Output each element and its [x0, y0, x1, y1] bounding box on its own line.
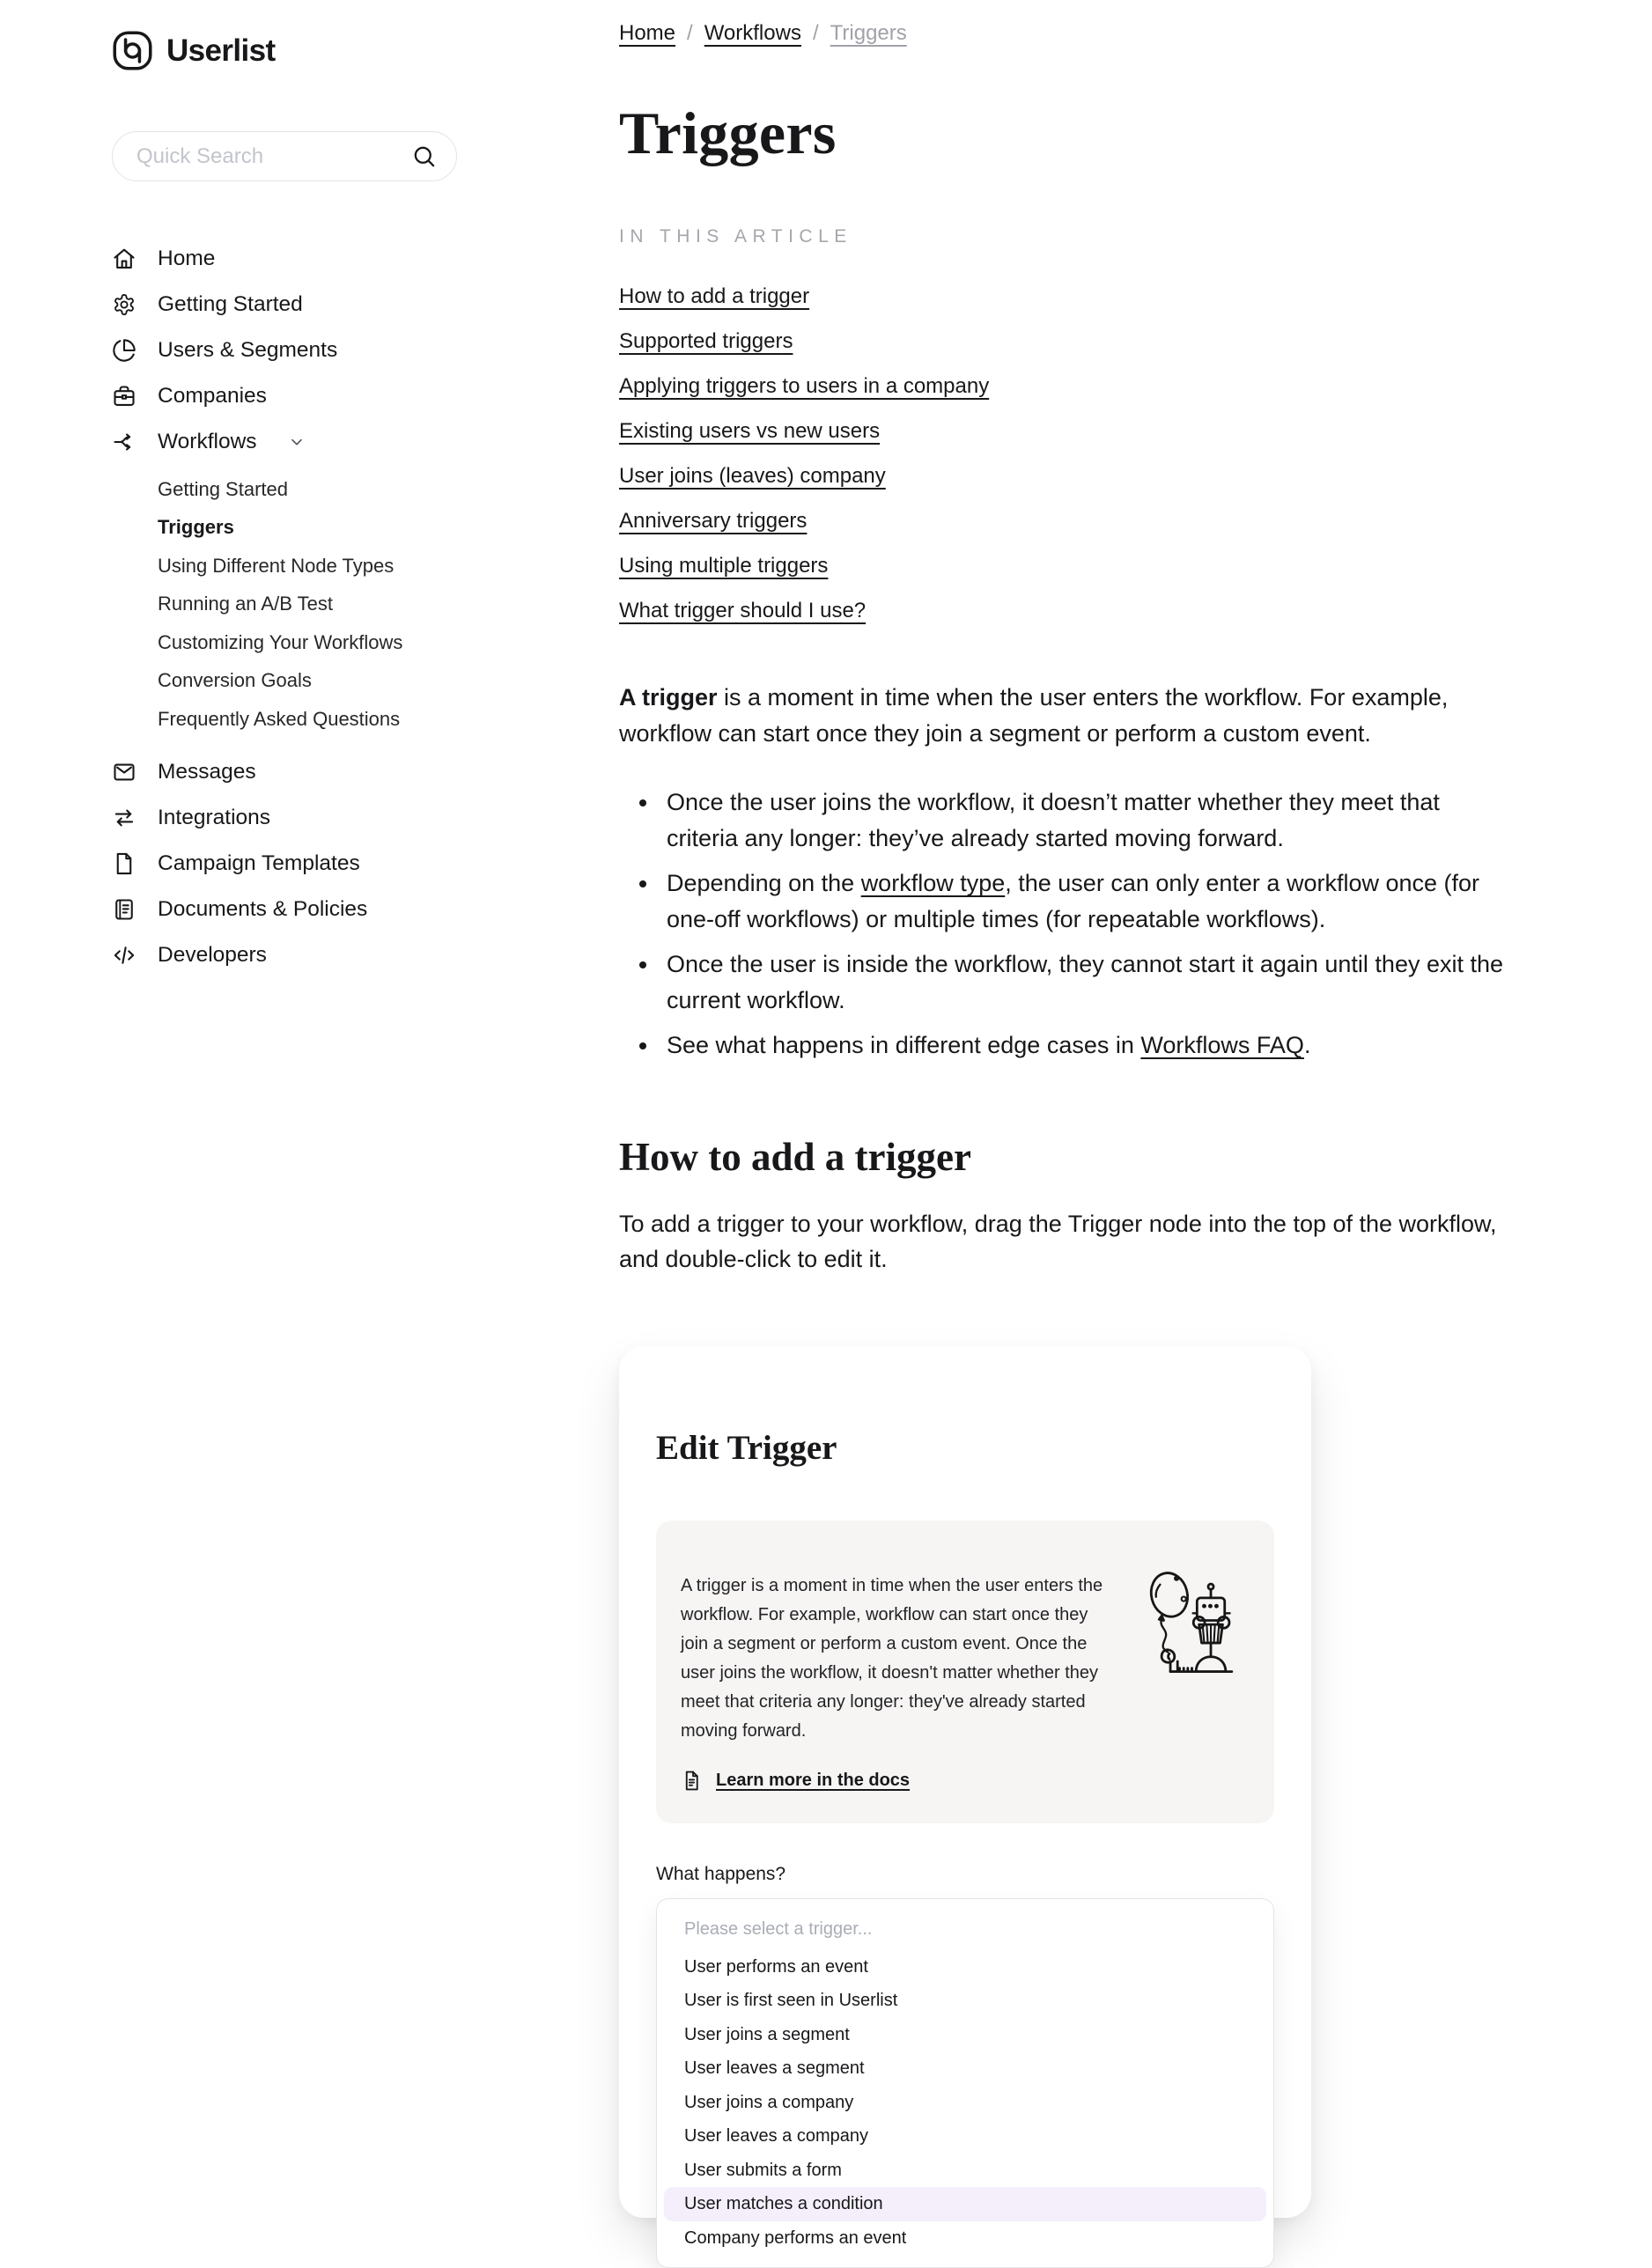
toc-link-existing-users-vs-new-users[interactable]: Existing users vs new users	[619, 419, 881, 444]
section-heading: How to add a trigger	[619, 1134, 971, 1179]
trigger-option-user-leaves-a-company[interactable]: User leaves a company	[684, 2126, 868, 2146]
search-box	[112, 131, 457, 181]
sidebar-subitem-conversion-goals[interactable]: Conversion Goals	[158, 669, 312, 692]
breadcrumb-triggers: Triggers	[830, 21, 907, 45]
bullet-text: See what happens in different edge cases in	[667, 1032, 1141, 1059]
sidebar-item-label: Messages	[158, 759, 256, 784]
sidebar-subitem-using-different-node-types[interactable]: Using Different Node Types	[158, 554, 395, 577]
sidebar-item-users-segments[interactable]	[112, 328, 337, 373]
toc-link-supported-triggers[interactable]: Supported triggers	[619, 329, 793, 354]
trigger-option-user-joins-a-segment[interactable]: User joins a segment	[684, 2024, 850, 2044]
sidebar-item-workflows[interactable]	[112, 419, 306, 465]
toc-link-anniversary-triggers[interactable]: Anniversary triggers	[619, 509, 808, 534]
sidebar-nav-bottom	[112, 749, 581, 978]
trigger-option-user-leaves-a-segment[interactable]: User leaves a segment	[684, 2058, 865, 2079]
trigger-option-user-performs-an-event[interactable]: User performs an event	[684, 1956, 868, 1977]
book-icon	[112, 897, 136, 922]
trigger-option-user-joins-a-company[interactable]: User joins a company	[684, 2092, 854, 2112]
envelope-icon	[112, 760, 136, 784]
page-title: Triggers	[619, 99, 837, 166]
sidebar-item-integrations[interactable]	[112, 795, 270, 841]
edit-trigger-card	[619, 1346, 1311, 2248]
toc-link-user-joins-leaves-company[interactable]: User joins (leaves) company	[619, 464, 886, 489]
bullet-text: Depending on the	[667, 870, 861, 897]
bullet-text: .	[1303, 1032, 1311, 1059]
sidebar-item-label: Integrations	[158, 805, 271, 829]
sidebar-subitem-triggers[interactable]: Triggers	[158, 516, 234, 539]
brand-logo[interactable]	[112, 30, 276, 71]
trigger-option-user-is-first-seen-in-userlist[interactable]: User is first seen in Userlist	[684, 1991, 898, 2011]
breadcrumb-home[interactable]: Home	[619, 21, 676, 45]
edit-trigger-title: Edit Trigger	[656, 1428, 837, 1467]
sidebar-item-label: Workflows	[158, 430, 257, 453]
trigger-select-listbox	[656, 1898, 1274, 2268]
sidebar-item-label: Companies	[158, 384, 267, 408]
document-icon	[681, 1770, 703, 1792]
trigger-info-text: A trigger is a moment in time when the user enters the workflow. For example, workflow can start once they join a segment or perform a custom event. Once the user joins the workflow, it doesn't matter whether they meet that criteria any longer: they've already started moving forward.	[681, 1575, 1103, 1741]
search-input[interactable]	[112, 131, 457, 181]
sidebar-item-companies[interactable]	[112, 373, 267, 419]
breadcrumb	[619, 21, 1517, 46]
sidebar	[0, 0, 581, 978]
sidebar-item-label: Developers	[158, 942, 267, 967]
bullet-text: , the user can only enter a workflow once (for one-off workflows) or multiple times (for repeatable workflows).	[667, 870, 1480, 932]
inline-link-workflows-faq[interactable]: Workflows FAQ	[1140, 1032, 1304, 1059]
sidebar-item-label: Home	[158, 247, 216, 270]
sidebar-item-label: Getting Started	[158, 292, 303, 316]
sidebar-workflows-subnav	[158, 470, 581, 739]
home-icon	[112, 247, 136, 271]
breadcrumb-separator: /	[687, 21, 693, 45]
sidebar-item-messages[interactable]	[112, 749, 256, 795]
trigger-select-placeholder[interactable]: Please select a trigger...	[684, 1919, 873, 1940]
toc-heading: IN THIS ARTICLE	[619, 226, 852, 247]
intro-bullet-3	[660, 946, 1517, 1018]
toc-link-what-trigger-should-i-use[interactable]: What trigger should I use?	[619, 599, 867, 623]
what-happens-label: What happens?	[656, 1863, 786, 1884]
sidebar-item-getting-started[interactable]	[112, 282, 303, 328]
sidebar-subitem-running-an-a-b-test[interactable]: Running an A/B Test	[158, 593, 333, 615]
sidebar-subitem-getting-started[interactable]: Getting Started	[158, 477, 288, 500]
page-icon	[112, 851, 136, 876]
code-icon	[112, 943, 136, 968]
brand-name: Userlist	[166, 33, 276, 68]
intro-bullet-2	[660, 865, 1517, 937]
learn-more-docs-link[interactable]: Learn more in the docs	[716, 1770, 911, 1790]
trigger-option-user-matches-a-condition[interactable]: User matches a condition	[664, 2187, 1266, 2221]
sidebar-subitem-customizing-your-workflows[interactable]: Customizing Your Workflows	[158, 630, 403, 653]
bullet-text: Once the user joins the workflow, it doesn’t matter whether they meet that criteria any longer: they’ve already started moving forward.	[667, 789, 1440, 851]
sidebar-subitem-frequently-asked-questions[interactable]: Frequently Asked Questions	[158, 707, 401, 730]
breadcrumb-workflows[interactable]: Workflows	[704, 21, 801, 45]
intro-bold-term: A trigger	[619, 684, 718, 711]
toc-link-using-multiple-triggers[interactable]: Using multiple triggers	[619, 554, 829, 578]
sidebar-item-documents-policies[interactable]	[112, 887, 367, 932]
trigger-option-user-submits-a-form[interactable]: User submits a form	[684, 2160, 842, 2180]
bullet-text: Once the user is inside the workflow, they cannot start it again until they exit the current workflow.	[667, 951, 1504, 1013]
inline-link-workflow-type[interactable]: workflow type	[860, 870, 1006, 897]
pie-icon	[112, 338, 136, 363]
gear-icon	[112, 292, 136, 317]
sidebar-item-home[interactable]	[112, 236, 215, 282]
intro-bullet-4	[660, 1027, 1517, 1064]
search-icon[interactable]	[411, 144, 437, 169]
userlist-logo-icon	[112, 30, 153, 71]
workflow-icon	[112, 430, 136, 454]
sidebar-item-developers[interactable]	[112, 932, 267, 978]
intro-bullet-list	[619, 784, 1517, 1064]
robot-balloon-illustration	[1139, 1561, 1251, 1686]
arrows-icon	[112, 806, 136, 830]
toc-link-applying-triggers-to-users-in-a-company[interactable]: Applying triggers to users in a company	[619, 374, 990, 399]
sidebar-item-label: Campaign Templates	[158, 850, 360, 875]
breadcrumb-separator: /	[812, 21, 819, 45]
chevron-down-icon	[288, 433, 306, 451]
sidebar-item-campaign-templates[interactable]	[112, 841, 360, 887]
section-paragraph: To add a trigger to your workflow, drag the Trigger node into the top of the workflow, and double-click to edit it.	[619, 1210, 1497, 1273]
docs-link-row	[681, 1770, 1250, 1792]
toc-link-how-to-add-a-trigger[interactable]: How to add a trigger	[619, 284, 810, 309]
sidebar-item-label: Documents & Policies	[158, 896, 368, 921]
sidebar-item-label: Users & Segments	[158, 338, 338, 362]
intro-bullet-1	[660, 784, 1517, 856]
sidebar-nav-top	[112, 236, 581, 465]
toc-list	[619, 284, 1517, 623]
intro-paragraph: A trigger is a moment in time when the user enters the workflow. For example, workflow can start once they join a segment or perform a custom event.	[619, 684, 1449, 747]
briefcase-icon	[112, 384, 136, 409]
trigger-info-box	[656, 1521, 1274, 1823]
main-content	[619, 0, 1517, 2248]
trigger-option-company-performs-an-event[interactable]: Company performs an event	[684, 2228, 907, 2248]
